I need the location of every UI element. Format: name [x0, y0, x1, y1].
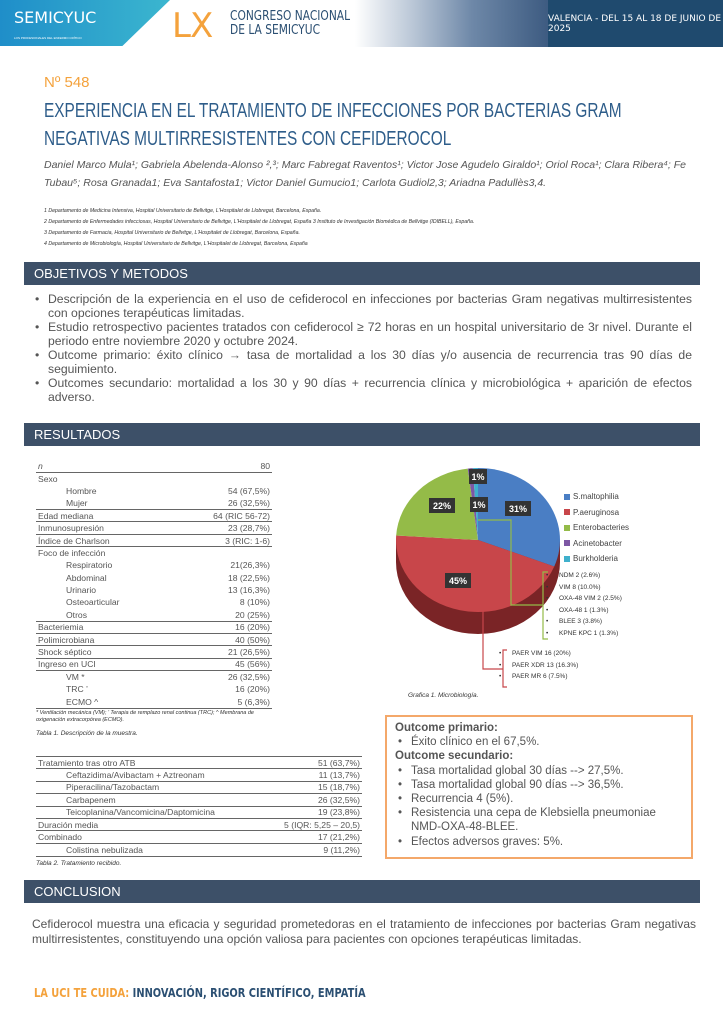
table-row — [36, 485, 272, 497]
row-value: 26 (32,5%) — [227, 498, 270, 509]
table-row — [36, 547, 272, 559]
list-item: • NDM 2 (2.6%) — [543, 570, 622, 582]
section-conclusion: CONCLUSION — [24, 880, 700, 903]
row-value: 5 (6,3%) — [237, 696, 270, 707]
row-label: Urinario — [66, 585, 97, 596]
affiliations — [44, 206, 474, 250]
legend-swatch — [564, 540, 570, 546]
table-row — [36, 472, 272, 484]
data-label: 45% — [448, 576, 468, 586]
row-label: Piperacilina/Tazobactam — [36, 781, 262, 793]
row-value: 8 (10%) — [239, 597, 270, 608]
objetivos-list — [32, 292, 692, 404]
affiliation: 2 Departamento de Enfermedades infecciosas, Hospital Universitario de Bellvitge, L'Hospitalet de Llobregat, España 3 Instituto de Investigación Biomédica de Bellvitge (IDIBELL), España. — [44, 219, 475, 225]
row-value: 17 (21,2%) — [262, 831, 362, 843]
header-banner — [0, 0, 723, 48]
paeruginosa-detail — [496, 648, 578, 683]
logo-subtitle: LOS PROFESIONALES DEL ENFERMO CRÍTICO — [14, 36, 82, 40]
list-item: • Outcome primario: éxito clínico → tasa de mortalidad a los 30 días y/o ausencia de recurrencia tras 90 días de seguimiento. — [32, 348, 692, 376]
section-resultados: RESULTADOS — [24, 423, 700, 446]
secondary-outcome-title: Outcome secundario: — [395, 750, 514, 763]
motto-lead: LA UCI TE CUIDA: — [34, 986, 130, 1000]
table2-caption: Tabla 2. Tratamiento recibido. — [36, 856, 362, 867]
table-row — [36, 559, 272, 571]
row-label: Abdominal — [66, 572, 107, 583]
table-row — [36, 843, 362, 855]
list-item: • OXA-48 VIM 2 (2.5%) — [543, 593, 622, 605]
congress-line-2: DE LA SEMICYUC — [230, 23, 321, 38]
row-label: Otros — [66, 609, 88, 620]
row-value: 16 (20%) — [174, 621, 272, 633]
outcomes-box — [385, 715, 693, 859]
table-row — [36, 781, 362, 793]
row-label: Teicoplanina/Vancomicina/Daptomicina — [36, 806, 262, 818]
row-label: ECMO ^ — [66, 696, 99, 707]
list-item: • Estudio retrospectivo pacientes tratados con cefiderocol ≥ 72 horas en un hospital universitario de 3r nivel. Durante el periodo entre noviembre 2020 y octubre 2024. — [32, 320, 692, 348]
data-label: 1% — [471, 472, 485, 482]
data-label: 22% — [432, 501, 452, 511]
table-row — [36, 584, 272, 596]
table-sample-description — [36, 460, 272, 737]
list-item: • Outcomes secundario: mortalidad a los 30 y 90 días + recurrencia clínica y microbiológica + aparición de efectos adverso. — [32, 376, 692, 404]
row-label: Osteoarticular — [66, 597, 120, 608]
congress-line-1: CONGRESO NACIONAL — [230, 9, 351, 24]
row-label: Hombre — [66, 485, 97, 496]
list-item: • VIM 8 (10.0%) — [543, 582, 622, 594]
row-value: 21 (26,5%) — [174, 646, 272, 658]
table-row — [36, 831, 362, 843]
poster-title: EXPERIENCIA EN EL TRATAMIENTO DE INFECCIONES POR BACTERIAS GRAM NEGATIVAS MULTIRRESISTENTES CON CEFIDEROCOL — [44, 100, 622, 150]
legend-item — [564, 551, 629, 567]
row-value: 40 (50%) — [174, 633, 272, 645]
row-label: Polimicrobiana — [36, 633, 174, 645]
row-value: 18 (22,5%) — [227, 572, 270, 583]
table-row — [36, 609, 272, 621]
row-label: Mujer — [66, 498, 88, 509]
list-item: • BLEE 3 (3.8%) — [543, 616, 622, 628]
row-label: Duración media — [36, 818, 262, 830]
row-label: Shock séptico — [36, 646, 174, 658]
list-item: • PAER XDR 13 (16.3%) — [496, 660, 578, 672]
list-item: • Tasa mortalidad global 30 días --> 27,5%. — [395, 764, 683, 778]
row-label: Ingreso en UCI — [36, 658, 174, 670]
legend-swatch — [564, 556, 570, 562]
row-value: 21(26,3%) — [230, 560, 270, 571]
table-row — [36, 818, 362, 830]
legend-swatch — [564, 494, 570, 500]
row-label: Edad mediana — [36, 510, 174, 522]
list-item: • Éxito clínico en el 67,5%. — [395, 735, 683, 749]
table-row — [36, 510, 272, 522]
table-row — [36, 596, 272, 608]
motto-rest: INNOVACIÓN, RIGOR CIENTÍFICO, EMPATÍA — [129, 986, 366, 1000]
legend-label: Burkholderia — [573, 554, 618, 564]
legend-item — [564, 489, 629, 505]
legend-item — [564, 505, 629, 521]
row-value — [174, 472, 272, 484]
data-label: 31% — [508, 504, 528, 514]
list-item: • PAER MR 6 (7.5%) — [496, 671, 578, 683]
list-item: • Tasa mortalidad global 90 días --> 36,5%. — [395, 778, 683, 792]
row-value: 80 — [260, 460, 270, 471]
row-label: Respiratorio — [66, 560, 113, 571]
row-value: 26 (32,5%) — [174, 671, 272, 683]
primary-outcome-title: Outcome primario: — [395, 722, 498, 734]
congress-number: LX — [172, 6, 213, 46]
legend-swatch — [564, 509, 570, 515]
legend-item — [564, 520, 629, 536]
row-value: 9 (11,2%) — [262, 843, 362, 855]
valencia-photo — [355, 0, 550, 47]
row-label: Carbapenem — [36, 794, 262, 806]
abstract-number: Nº 548 — [44, 74, 90, 91]
conclusion-text: Cefiderocol muestra una eficacia y seguridad prometedoras en el tratamiento de infecciones por bacterias Gram negativas multirresistentes, constituyendo una opción valiosa para pacientes con opciones terapéuticas limitadas. — [32, 917, 696, 946]
row-value: 45 (56%) — [174, 658, 272, 670]
list-item: • PAER VIM 16 (20%) — [496, 648, 578, 660]
legend-label: Enterobacteries — [573, 523, 630, 533]
row-label: Bacteriemia — [36, 621, 174, 633]
row-value: 54 (67,5%) — [227, 485, 270, 496]
row-value: 11 (13,7%) — [262, 769, 362, 781]
legend-label: Acinetobacter — [573, 538, 622, 548]
row-value: 64 (RIC 56-72) — [174, 510, 272, 522]
table-row — [36, 534, 272, 546]
enterobacteries-detail — [543, 570, 622, 639]
table-row — [36, 633, 272, 645]
row-value — [174, 547, 272, 559]
legend-label: S.maltophilia — [573, 492, 619, 502]
row-label: Inmunosupresión — [36, 522, 174, 534]
row-label: Índice de Charlson — [36, 534, 174, 546]
list-item: • Descripción de la experiencia en el uso de cefiderocol en infecciones por bacterias Gram negativas multirresistentes con opciones terapéuticas limitadas. — [32, 292, 692, 320]
table-row — [36, 646, 272, 658]
row-value: 19 (23,8%) — [262, 806, 362, 818]
row-label: Ceftazidima/Avibactam + Aztreonam — [36, 769, 262, 781]
congress-dates: VALENCIA - DEL 15 AL 18 DE JUNIO DE 2025 — [548, 0, 723, 47]
row-label: Tratamiento tras otro ATB — [36, 757, 262, 769]
footer-motto — [34, 986, 366, 1000]
table1-caption: Tabla 1. Descripción de la muestra. — [36, 729, 138, 737]
table-row — [36, 497, 272, 509]
list-item: • Recurrencia 4 (5%). — [395, 792, 683, 806]
section-objetivos: OBJETIVOS Y METODOS — [24, 262, 700, 285]
microbiology-pie-chart — [388, 462, 688, 697]
affiliation: 4 Departamento de Microbiología, Hospital Universitario de Bellvitge, L'Hospitalet de Llobregat, Barcelona, España — [44, 241, 308, 247]
row-label: Sexo — [36, 472, 174, 484]
row-value: 3 (RIC: 1-6) — [174, 534, 272, 546]
row-label: Combinado — [36, 831, 262, 843]
table-row — [36, 695, 272, 707]
table-row — [36, 621, 272, 633]
row-value: 15 (18,7%) — [262, 781, 362, 793]
row-label: n — [38, 460, 43, 471]
affiliation: 1 Departamento de Medicina Intensiva, Hospital Universitario de Bellvitge, L'Hospitalet de Llobregat, Barcelona, España. — [44, 208, 322, 214]
table-row — [36, 806, 362, 818]
row-label: VM * — [36, 671, 174, 683]
congress-name — [230, 10, 350, 38]
row-label: Foco de infección — [36, 547, 174, 559]
legend-item — [564, 536, 629, 552]
row-label: Colistina nebulizada — [36, 843, 262, 855]
row-value: 51 (63,7%) — [262, 757, 362, 769]
table-treatment — [36, 756, 362, 867]
table-row — [36, 683, 272, 695]
table-row — [36, 769, 362, 781]
legend-swatch — [564, 525, 570, 531]
table-row — [36, 460, 272, 472]
authors: Daniel Marco Mula¹; Gabriela Abelenda-Alonso ²,³; Marc Fabregat Raventos¹; Victor Jose Agudelo Giraldo¹; Oriol Roca¹; Clara Ribera⁴; Fe Tubau⁵; Rosa Granada1; Eva Santafosta1; Victor Daniel Gumucio1; Carlota Gudiol2,3; Ariadna Padullès3,4. — [44, 159, 687, 189]
list-item: • Resistencia una cepa de Klebsiella pneumoniae NMD-OXA-48-BLEE. — [395, 806, 683, 834]
list-item: • Efectos adversos graves: 5%. — [395, 835, 683, 849]
semicyuc-logo: SEMICYUC — [14, 8, 97, 27]
row-value: 26 (32,5%) — [262, 794, 362, 806]
chart-legend — [564, 489, 629, 567]
table-row — [36, 658, 272, 670]
row-value: 5 (IQR: 5,25 – 20,5) — [262, 818, 362, 830]
legend-label: P.aeruginosa — [573, 507, 620, 517]
table1-footnote: * Ventilación mecánica (VM); ’ Terapia de remplazo renal continua (TRC); ^ Membrana de oxigenación extracorpórea (ECMO). — [36, 708, 272, 724]
table-row — [36, 794, 362, 806]
list-item: • OXA-48 1 (1.3%) — [543, 605, 622, 617]
chart-caption: Grafica 1. Microbiología. — [408, 692, 479, 699]
table-row — [36, 757, 362, 769]
row-value: 23 (28,7%) — [174, 522, 272, 534]
row-value: 13 (16,3%) — [227, 585, 270, 596]
table-row — [36, 572, 272, 584]
table-row — [36, 671, 272, 683]
data-label: 1% — [472, 500, 486, 510]
row-value: 16 (20%) — [235, 684, 270, 695]
table-row — [36, 522, 272, 534]
list-item: • KPNE KPC 1 (1.3%) — [543, 628, 622, 640]
affiliation: 3 Departamento de Farmacia, Hospital Universitario de Bellvitge, L'Hospitalet de Llobregat, Barcelona, España. — [44, 230, 300, 236]
row-label: TRC ’ — [66, 684, 88, 695]
row-value: 20 (25%) — [235, 609, 270, 620]
